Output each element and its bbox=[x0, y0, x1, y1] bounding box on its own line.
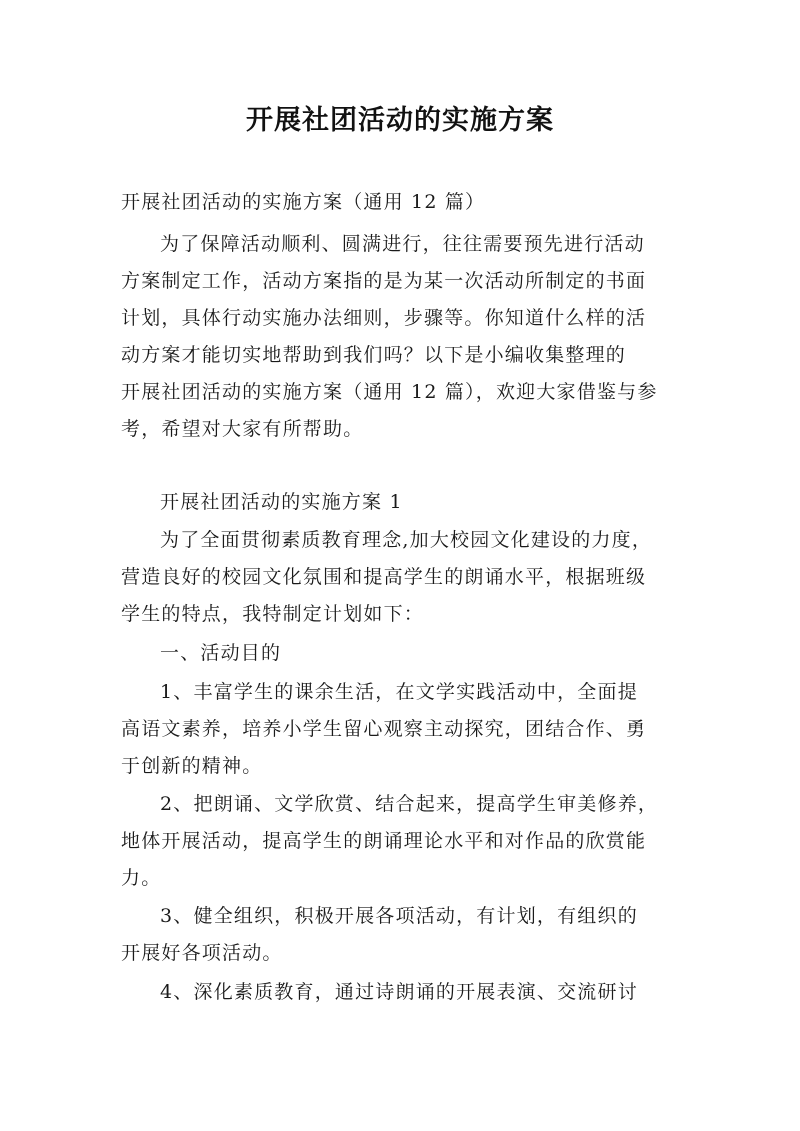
paragraph-line: 方案制定工作，活动方案指的是为某一次活动所制定的书面 bbox=[121, 270, 647, 292]
paragraph-line: 4、深化素质教育，通过诗朗诵的开展表演、交流研讨 bbox=[160, 981, 638, 1003]
paragraph-line: 1、丰富学生的课余生活，在文学实践活动中，全面提 bbox=[160, 681, 638, 703]
paragraph-line: 学生的特点，我特制定计划如下： bbox=[121, 603, 425, 625]
paragraph-line: 高语文素养，培养小学生留心观察主动探究，团结合作、勇 bbox=[121, 718, 647, 740]
paragraph-line: 为了保障活动顺利、圆满进行，往往需要预先进行活动 bbox=[160, 233, 645, 255]
paragraph-line: 动方案才能切实地帮助到我们吗？以下是小编收集整理的 bbox=[121, 344, 627, 366]
paragraph-line: 地体开展活动，提高学生的朗诵理论水平和对作品的欣赏能 bbox=[121, 830, 647, 852]
paragraph-line: 考，希望对大家有所帮助。 bbox=[121, 418, 364, 440]
paragraph-line: 于创新的精神。 bbox=[121, 755, 263, 777]
paragraph-line: 2、把朗诵、文学欣赏、结合起来，提高学生审美修养， bbox=[160, 793, 659, 815]
paragraph-line: 开展好各项活动。 bbox=[121, 942, 283, 964]
paragraph-line: 力。 bbox=[121, 867, 162, 889]
paragraph-line: 为了全面贯彻素质教育理念,加大校园文化建设的力度， bbox=[160, 529, 653, 551]
section-heading: 开展社团活动的实施方案 1 bbox=[160, 491, 403, 513]
subtitle-line: 开展社团活动的实施方案（通用 12 篇） bbox=[121, 191, 486, 213]
paragraph-line: 3、健全组织，积极开展各项活动，有计划，有组织的 bbox=[160, 905, 638, 927]
document-title: 开展社团活动的实施方案 bbox=[246, 105, 554, 136]
paragraph-line: 开展社团活动的实施方案（通用 12 篇），欢迎大家借鉴与参 bbox=[121, 381, 658, 403]
paragraph-line: 营造良好的校园文化氛围和提高学生的朗诵水平，根据班级 bbox=[121, 566, 647, 588]
paragraph-line: 计划，具体行动实施办法细则，步骤等。你知道什么样的活 bbox=[121, 307, 647, 329]
subsection-heading: 一、活动目的 bbox=[160, 642, 282, 664]
